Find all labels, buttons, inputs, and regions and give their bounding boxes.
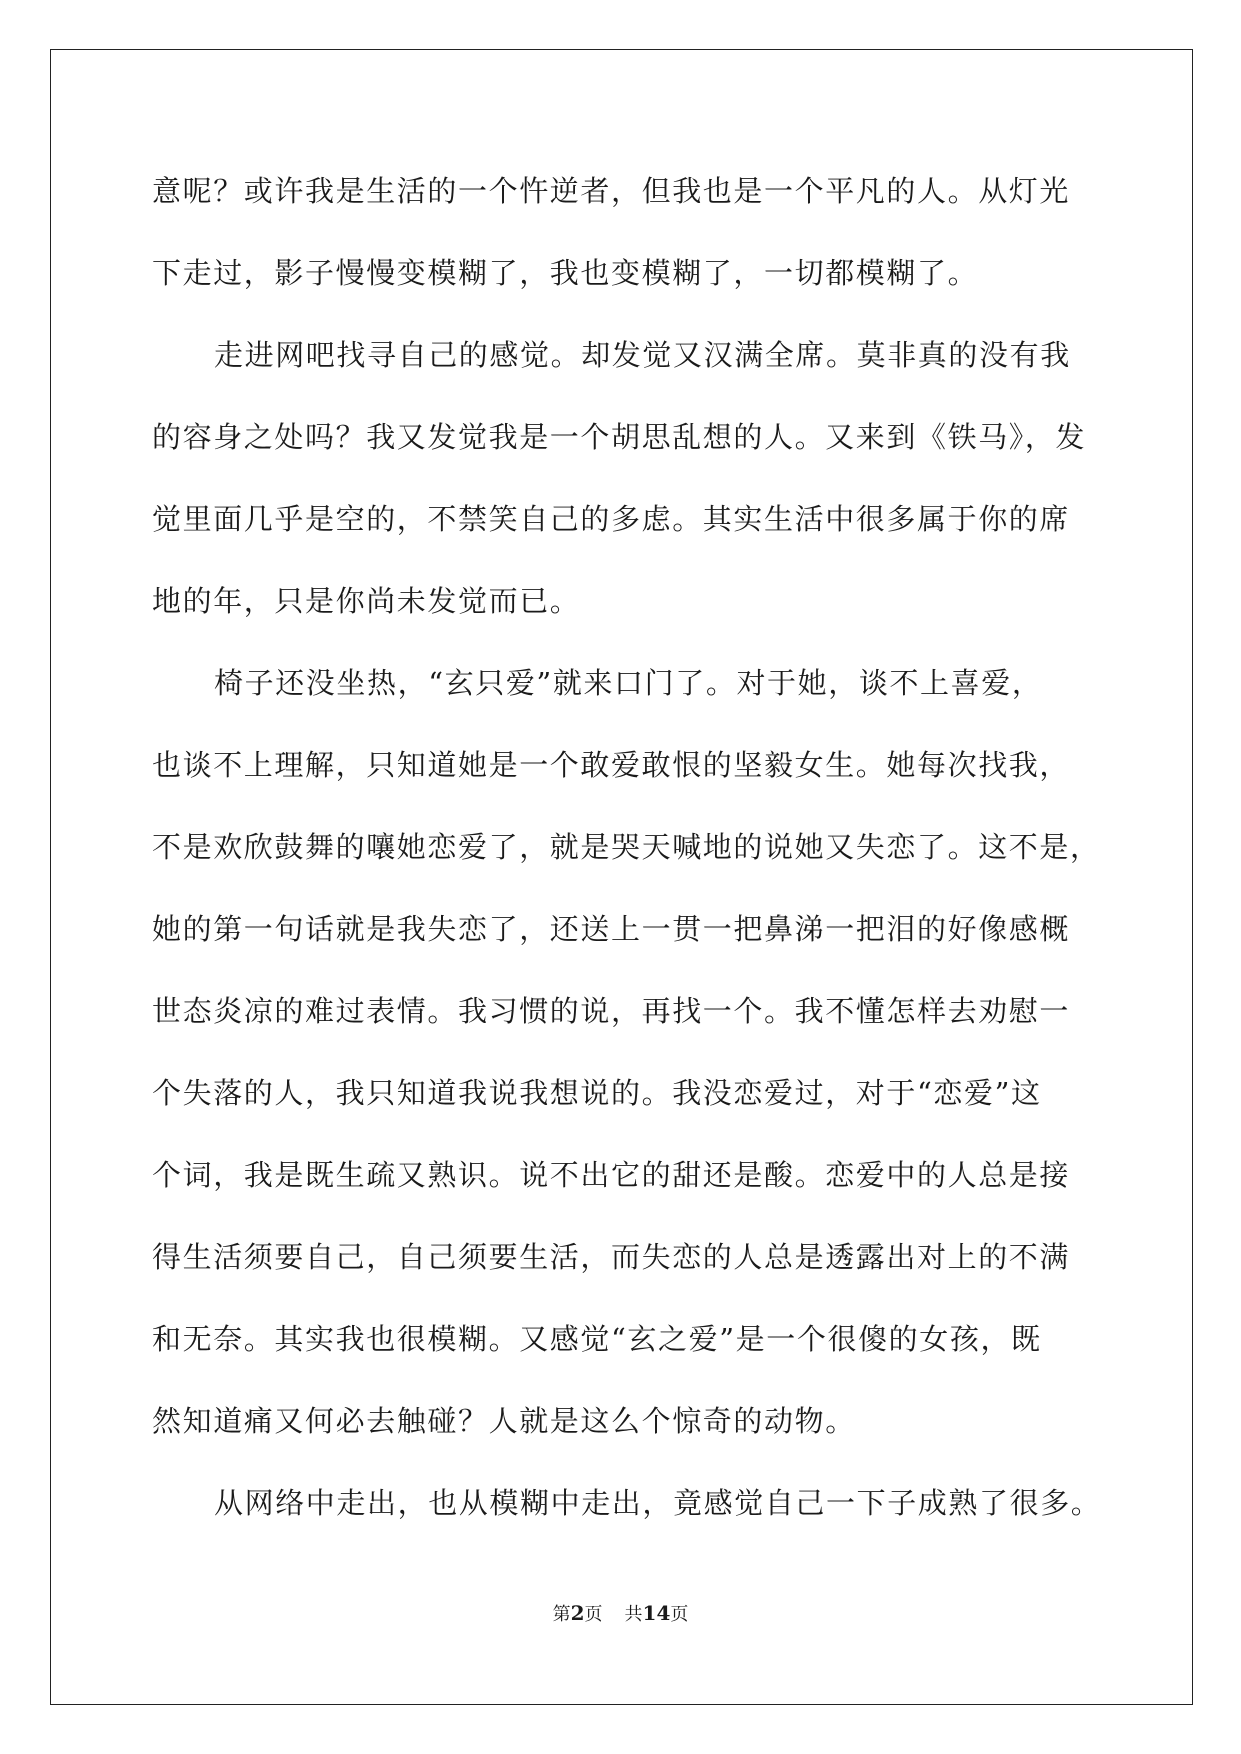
- text-line: 从网络中走出，也从模糊中走出，竟感觉自己一下子成熟了很多。: [214, 1486, 1102, 1520]
- text-line: 她的第一句话就是我失恋了，还送上一贯一把鼻涕一把泪的好像感概: [152, 912, 1071, 946]
- footer-total-suffix: 页: [670, 1604, 689, 1625]
- document-body: [152, 159, 1112, 1553]
- text-line: 意呢？或许我是生活的一个忤逆者，但我也是一个平凡的人。从灯光: [152, 174, 1071, 208]
- text-line: 下走过，影子慢慢变模糊了，我也变模糊了，一切都模糊了。: [152, 256, 979, 290]
- text-line: 也谈不上理解，只知道她是一个敢爱敢恨的坚毅女生。她每次找我，: [152, 748, 1071, 782]
- footer-total-pages: 14: [642, 1601, 671, 1625]
- text-line: 和无奈。其实我也很模糊。又感觉“玄之爱”是一个很傻的女孩，既: [152, 1322, 1042, 1356]
- page-footer: [0, 1600, 1241, 1626]
- footer-page-prefix: 第: [552, 1604, 571, 1625]
- text-line: 觉里面几乎是空的，不禁笑自己的多虑。其实生活中很多属于你的席: [152, 502, 1071, 536]
- text-line: 个失落的人，我只知道我说我想说的。我没恋爱过，对于“恋爱”这: [152, 1076, 1042, 1110]
- footer-total-prefix: 共: [624, 1604, 643, 1625]
- text-line: 个词，我是既生疏又熟识。说不出它的甜还是酸。恋爱中的人总是接: [152, 1158, 1071, 1192]
- text-line: 然知道痛又何必去触碰？人就是这么个惊奇的动物。: [152, 1404, 856, 1438]
- text-line: 走进网吧找寻自己的感觉。却发觉又汉满全席。莫非真的没有我: [214, 338, 1071, 372]
- text-line: 椅子还没坐热，“玄只爱”就来口门了。对于她，谈不上喜爱，: [214, 666, 1043, 700]
- footer-page-suffix: 页: [584, 1604, 603, 1625]
- text-line: 世态炎凉的难过表情。我习惯的说，再找一个。我不懂怎样去劝慰一: [152, 994, 1071, 1028]
- text-line: 不是欢欣鼓舞的嚷她恋爱了，就是哭天喊地的说她又失恋了。这不是，: [152, 830, 1101, 864]
- text-line: 得生活须要自己，自己须要生活，而失恋的人总是透露出对上的不满: [152, 1240, 1071, 1274]
- text-line: 的容身之处吗？我又发觉我是一个胡思乱想的人。又来到《铁马》，发: [152, 420, 1087, 454]
- text-line: 地的年，只是你尚未发觉而已。: [152, 584, 581, 618]
- footer-page-number: 2: [570, 1601, 585, 1625]
